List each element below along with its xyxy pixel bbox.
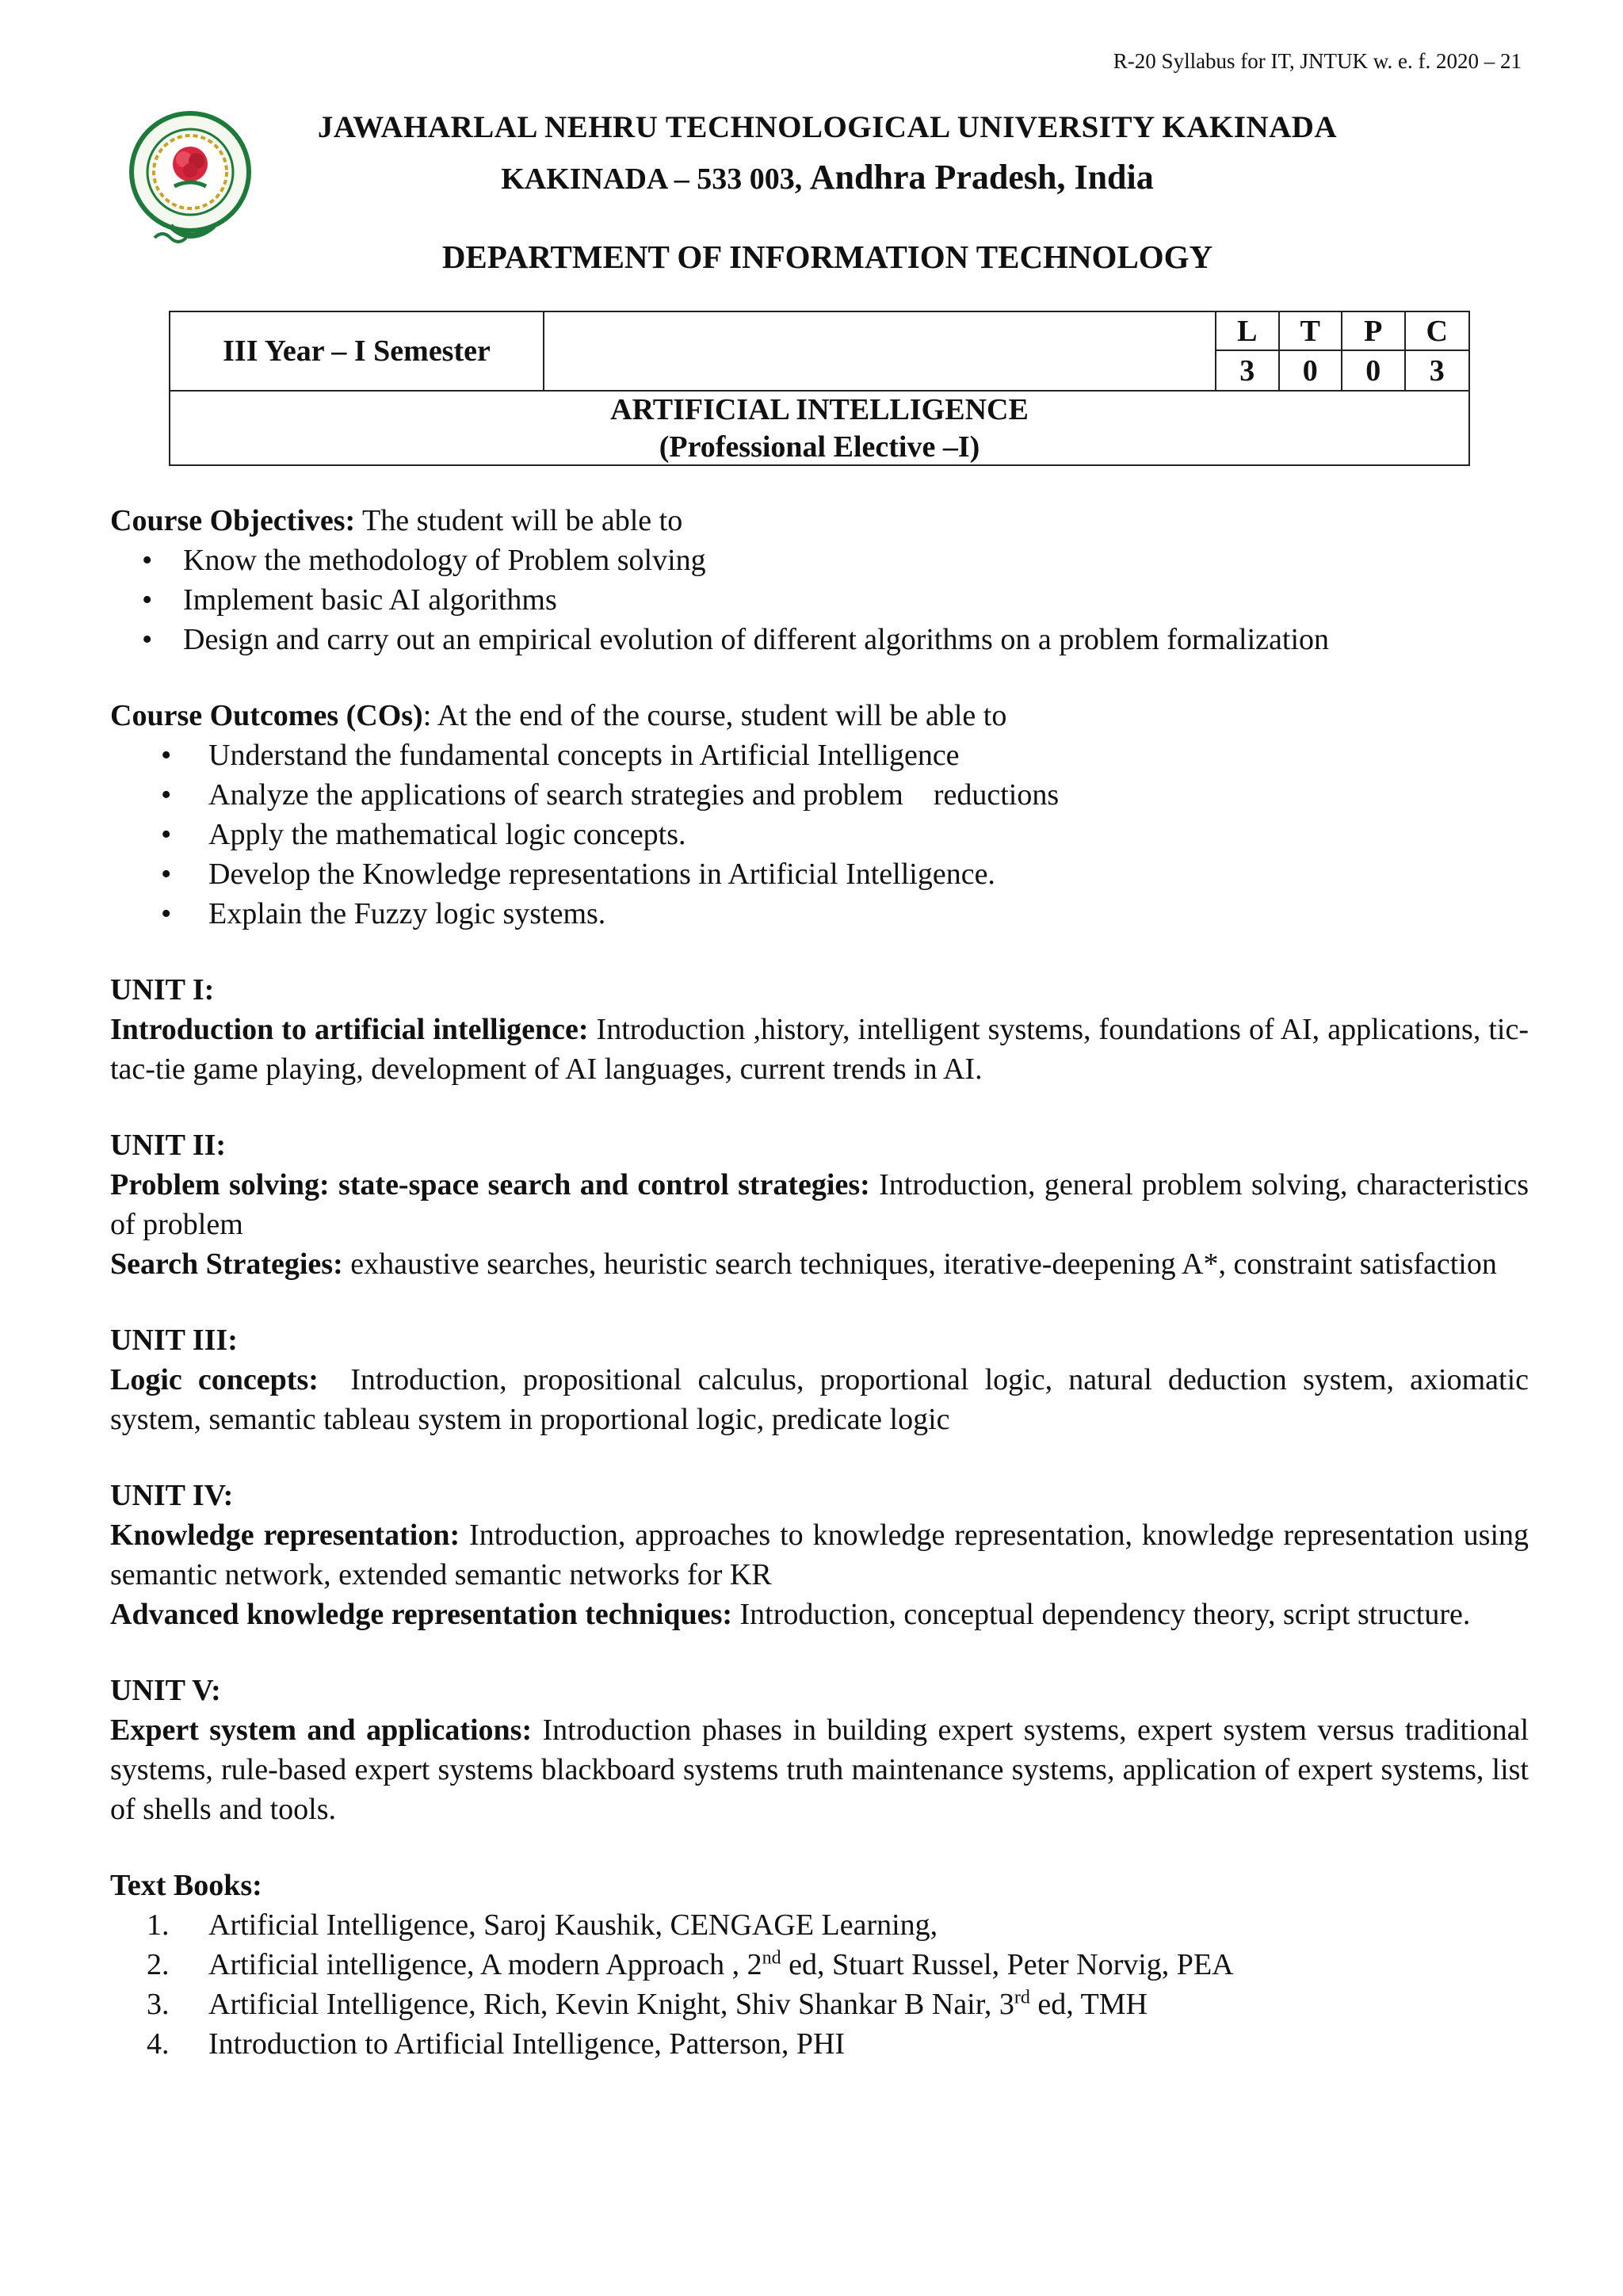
topic-head: Problem solving: state-space search and control strategies: [110,1168,870,1201]
book-text: Introduction to Artificial Intelligence, Patterson, PHI [208,2027,846,2061]
book-number: 1. [147,1908,170,1942]
unit-4-topic [110,1595,1529,1634]
course-info-table [169,311,1470,466]
objectives-heading [110,501,1529,541]
unit-5-title: UNIT V: [110,1674,221,1707]
textbooks-list [110,1905,1529,2064]
topic-text: Introduction, propositional calculus, proportional logic, natural deduction system, axiomatic system, semantic tableau system in proportional logic, predicate logic [110,1363,1537,1436]
topic-head: Logic concepts: [110,1363,319,1396]
topic-text: Introduction, general problem solving, characteristics of problem [110,1168,1529,1241]
topic-head: Advanced knowledge representation techniques: [110,1598,733,1631]
course-title: ARTIFICIAL INTELLIGENCE [610,393,1029,426]
list-item [110,894,1529,934]
unit-3-topic [110,1360,1537,1439]
topic-text: Introduction ,history, intelligent systems, foundations of AI, applications, tic-tac-tie game playing, development of AI languages, current trends in AI. [110,1013,1529,1086]
outcome-text: Apply the mathematical logic concepts. [208,818,686,851]
book-text: Artificial Intelligence, Rich, Kevin Knight, Shiv Shankar B Nair, 3 [208,1988,1014,2021]
list-item [110,735,1529,775]
topic-head: Knowledge representation: [110,1519,460,1552]
unit-2-title: UNIT II: [110,1129,227,1162]
list-item [110,854,1529,894]
syllabus-content [110,501,1537,2064]
unit-3-title: UNIT III: [110,1324,238,1357]
ltpc-grid [1215,312,1468,390]
course-info-row [170,312,1468,392]
list-item: • Know the methodology of Problem solving [110,541,1529,580]
ltpc-value-p: 0 [1342,351,1406,390]
unit-1-topic [110,1010,1529,1089]
ltpc-label-c: C [1406,312,1469,351]
university-address [0,157,1623,197]
book-text-rest: ed, TMH [1029,1988,1148,2021]
topic-text: Introduction, conceptual dependency theory, script structure. [732,1598,1471,1631]
outcomes-list [110,735,1529,934]
outcome-text: Analyze the applications of search strategies and problem reductions [208,778,1060,812]
outcome-text: Understand the fundamental concepts in Artificial Intelligence [208,739,960,772]
book-number: 4. [147,2027,170,2061]
outcome-text: Develop the Knowledge representations in Artificial Intelligence. [208,858,995,891]
ltpc-label-l: L [1216,312,1280,351]
list-item [110,2024,1529,2064]
unit-2-topic [110,1165,1529,1244]
topic-head: Introduction to artificial intelligence: [110,1013,589,1046]
topic-head: Search Strategies: [110,1247,343,1281]
address-city: KAKINADA – 533 003, [501,162,803,196]
course-title-block [170,392,1468,466]
university-name: JAWAHARLAL NEHRU TECHNOLOGICAL UNIVERSITY KAKINADA [317,110,1338,144]
list-item: • Implement basic AI algorithms [110,580,1529,620]
unit-title [110,1125,1529,1165]
objectives-list [110,541,1529,659]
unit-5-topic [110,1710,1529,1829]
running-header: R-20 Syllabus for IT, JNTUK w. e. f. 2020 – 21 [1113,49,1522,73]
book-text-rest: ed, Stuart Russel, Peter Norvig, PEA [781,1948,1234,1981]
unit-title [110,1320,1529,1360]
list-item [110,1985,1529,2024]
book-number: 3. [147,1988,170,2021]
book-number: 2. [147,1948,170,1981]
unit-4-topic [110,1515,1529,1595]
textbooks-label: Text Books: [110,1869,262,1902]
unit-title [110,1671,1529,1710]
ltpc-label-p: P [1342,312,1406,351]
unit-1-title: UNIT I: [110,973,215,1007]
book-text: Artificial intelligence, A modern Approach , 2 [208,1948,762,1981]
textbooks-heading [110,1866,1529,1905]
outcome-text: Explain the Fuzzy logic systems. [208,897,606,930]
unit-4-title: UNIT IV: [110,1479,234,1512]
list-item [110,1945,1529,1985]
topic-head: Expert system and applications: [110,1713,533,1747]
ltpc-label-t: T [1280,312,1343,351]
ltpc-value-c: 3 [1429,353,1445,388]
objectives-intro: The student will be able to [355,504,683,537]
outcomes-intro: : At the end of the course, student will be able to [422,699,1007,732]
semester-cell: III Year – I Semester [170,312,544,390]
unit-title [110,1476,1529,1515]
ltpc-value-t: 0 [1280,351,1343,390]
list-item [110,1905,1529,1945]
topic-text: Introduction phases in building expert systems, expert system versus traditional systems, rule-based expert systems blackboard systems truth maintenance systems, application of expert systems, list of shells and tools. [110,1713,1529,1826]
outcomes-heading [110,696,1529,735]
department-title: DEPARTMENT OF INFORMATION TECHNOLOGY [441,239,1213,275]
list-item: • Design and carry out an empirical evolution of different algorithms on a problem formalization [110,620,1529,659]
course-subtitle: (Professional Elective –I) [659,430,980,464]
book-edition-suffix: rd [1014,1987,1030,2008]
book-edition-suffix: nd [762,1947,781,1969]
outcomes-label: Course Outcomes (COs) [110,699,423,732]
unit-2-topic [110,1244,1529,1284]
ltpc-value-l: 3 [1216,351,1280,390]
topic-text: Introduction, approaches to knowledge representation, knowledge representation using semantic network, extended semantic networks for KR [110,1519,1529,1591]
list-item [110,775,1529,815]
address-state: Andhra Pradesh, India [809,158,1154,197]
objectives-label: Course Objectives: [110,504,356,537]
list-item [110,815,1529,854]
book-text: Artificial Intelligence, Saroj Kaushik, CENGAGE Learning, [208,1908,938,1942]
topic-text: exhaustive searches, heuristic search techniques, iterative-deepening A*, constraint satisfaction [342,1247,1497,1281]
unit-title [110,970,1529,1010]
